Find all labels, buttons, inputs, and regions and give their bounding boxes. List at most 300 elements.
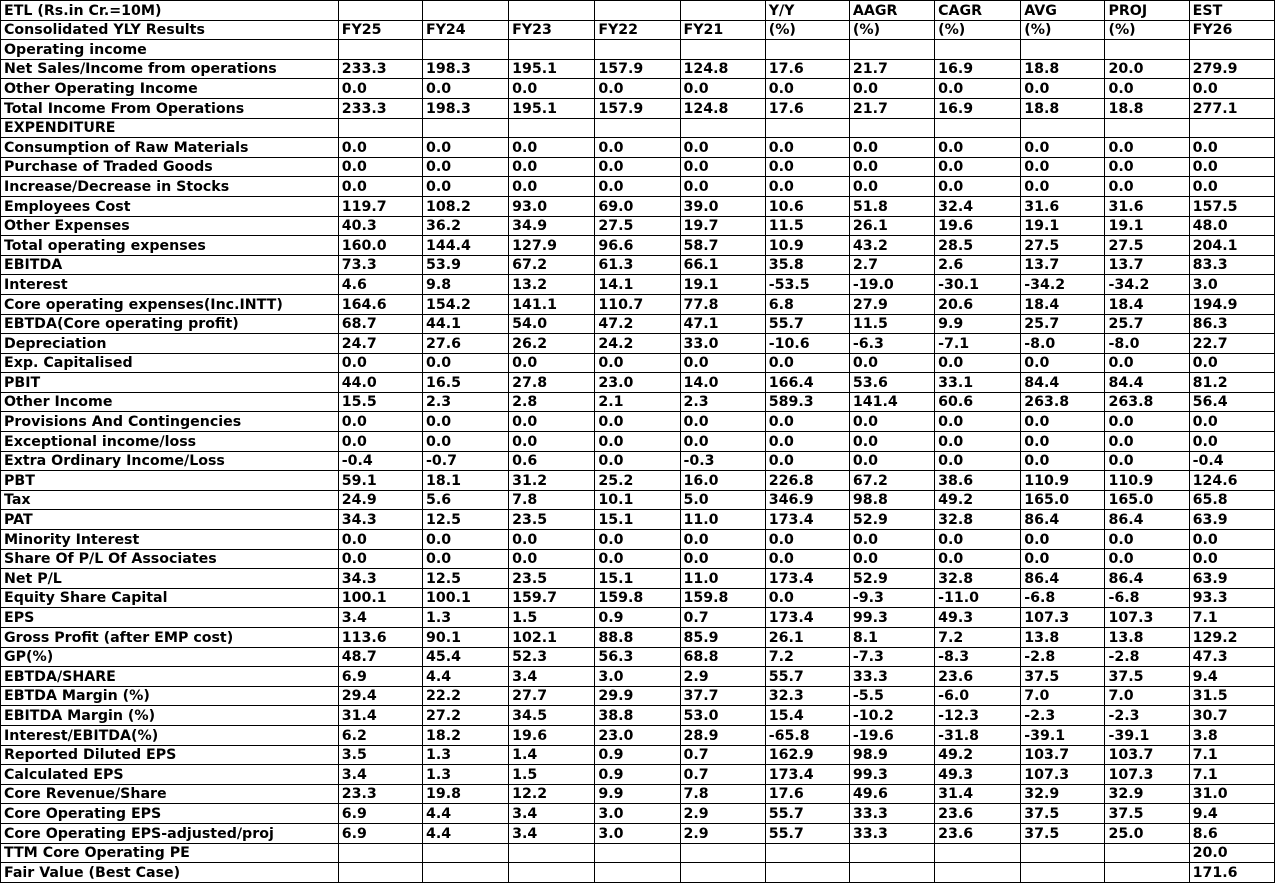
table-row [1,471,1275,491]
table-cell [849,863,934,883]
table-cell [1105,863,1189,883]
table-cell: 173.4 [765,765,849,785]
table-cell: 25.2 [595,471,680,491]
table-cell [680,118,765,138]
table-cell: -34.2 [1105,275,1189,295]
table-cell: 15.1 [595,569,680,589]
table-cell: 0.0 [765,177,849,197]
table-cell [509,863,595,883]
table-cell: 0.0 [849,353,934,373]
row-label: EBITDA [1,255,339,275]
table-cell: 0.0 [595,79,680,99]
table-cell: 96.6 [595,236,680,256]
table-cell: 15.5 [338,392,422,412]
table-cell: 7.2 [935,628,1021,648]
table-cell: 173.4 [765,569,849,589]
table-cell: 127.9 [509,236,595,256]
table-cell: 0.0 [1105,412,1189,432]
table-cell: -2.8 [1105,647,1189,667]
table-cell: 23.0 [595,725,680,745]
table-cell: 0.0 [765,138,849,158]
table-cell: 25.0 [1105,823,1189,843]
table-cell: 0.0 [509,530,595,550]
table-row [1,510,1275,530]
table-cell: -9.3 [849,588,934,608]
table-cell: 23.3 [338,784,422,804]
table-cell [680,863,765,883]
table-cell: 10.1 [595,490,680,510]
table-cell: 37.7 [680,686,765,706]
table-cell: 5.6 [422,490,508,510]
row-label: Exceptional income/loss [1,432,339,452]
table-cell: 263.8 [1021,392,1105,412]
table-cell: 65.8 [1189,490,1274,510]
table-cell: 19.6 [935,216,1021,236]
table-cell: 19.8 [422,784,508,804]
table-cell: 29.9 [595,686,680,706]
table-cell: 37.5 [1105,804,1189,824]
table-cell [338,863,422,883]
table-row [1,353,1275,373]
table-cell: 195.1 [509,98,595,118]
table-cell: -19.6 [849,725,934,745]
table-cell: 13.7 [1021,255,1105,275]
table-cell: 103.7 [1021,745,1105,765]
table-cell [935,863,1021,883]
row-label: GP(%) [1,647,339,667]
table-cell: 24.7 [338,334,422,354]
table-cell: 61.3 [595,255,680,275]
table-cell: 0.0 [338,412,422,432]
table-cell: 44.1 [422,314,508,334]
table-cell: 56.4 [1189,392,1274,412]
table-cell: 49.2 [935,490,1021,510]
table-cell: 0.0 [422,79,508,99]
table-cell: 0.0 [509,79,595,99]
table-cell: Y/Y [765,1,849,21]
table-cell: 198.3 [422,98,508,118]
table-cell: 37.5 [1021,823,1105,843]
table-cell: 99.3 [849,608,934,628]
table-cell: 0.0 [595,412,680,432]
table-cell: 0.0 [765,588,849,608]
table-cell: 0.0 [680,79,765,99]
table-cell: 0.0 [1105,549,1189,569]
table-cell: 124.6 [1189,471,1274,491]
row-label: Core Operating EPS-adjusted/proj [1,823,339,843]
table-cell: 0.0 [765,530,849,550]
table-cell: 63.9 [1189,510,1274,530]
table-cell: -12.3 [935,706,1021,726]
table-cell [1105,843,1189,863]
table-cell: 27.7 [509,686,595,706]
table-cell [849,40,934,60]
row-label: Interest [1,275,339,295]
table-cell: 10.9 [765,236,849,256]
table-cell: 33.0 [680,334,765,354]
header-row-columns [1,20,1275,40]
table-cell: FY23 [509,20,595,40]
table-cell: 2.9 [680,804,765,824]
table-cell: 12.5 [422,510,508,530]
table-cell: 0.0 [595,451,680,471]
table-cell: -2.3 [1021,706,1105,726]
table-cell: -30.1 [935,275,1021,295]
table-cell: 14.1 [595,275,680,295]
table-cell: 0.0 [1105,157,1189,177]
table-cell [849,843,934,863]
table-cell: 102.1 [509,628,595,648]
table-cell: 0.0 [765,79,849,99]
row-label: Core Revenue/Share [1,784,339,804]
table-cell: 59.1 [338,471,422,491]
table-cell: 16.9 [935,98,1021,118]
table-cell: 171.6 [1189,863,1274,883]
row-label: EBITDA Margin (%) [1,706,339,726]
header-row-title [1,1,1275,21]
table-cell: 0.0 [849,530,934,550]
table-cell: -0.4 [1189,451,1274,471]
table-cell: (%) [849,20,934,40]
table-cell: 159.8 [595,588,680,608]
table-cell: -6.0 [935,686,1021,706]
table-cell: 9.8 [422,275,508,295]
table-cell: 55.7 [765,667,849,687]
table-cell: 3.0 [595,667,680,687]
row-label: ETL (Rs.in Cr.=10M) [1,1,339,21]
table-cell: 0.0 [509,432,595,452]
table-cell: 0.9 [595,765,680,785]
table-cell: 0.0 [1105,451,1189,471]
table-cell: 160.0 [338,236,422,256]
table-cell: 23.6 [935,667,1021,687]
table-cell [338,843,422,863]
table-cell: 30.7 [1189,706,1274,726]
table-cell: 32.8 [935,569,1021,589]
table-cell: CAGR [935,1,1021,21]
table-cell: 0.0 [1021,79,1105,99]
table-cell: 32.4 [935,196,1021,216]
table-cell: 3.4 [509,804,595,824]
table-row [1,765,1275,785]
table-cell: 1.3 [422,745,508,765]
table-cell: -7.3 [849,647,934,667]
table-cell: 0.0 [935,549,1021,569]
table-cell: (%) [765,20,849,40]
table-cell: 11.5 [849,314,934,334]
table-row [1,59,1275,79]
table-cell: 49.3 [935,765,1021,785]
table-cell: 53.6 [849,373,934,393]
table-cell: 195.1 [509,59,595,79]
table-cell: 100.1 [338,588,422,608]
table-cell: 0.0 [422,157,508,177]
table-cell: -39.1 [1021,725,1105,745]
table-cell: 0.0 [1189,79,1274,99]
table-cell: 162.9 [765,745,849,765]
table-row [1,392,1275,412]
table-cell: 0.0 [935,79,1021,99]
table-cell: 55.7 [765,823,849,843]
table-cell [338,40,422,60]
table-cell [509,843,595,863]
table-cell: 0.0 [422,353,508,373]
table-cell: 233.3 [338,98,422,118]
table-cell: 0.0 [1021,530,1105,550]
row-label: Extra Ordinary Income/Loss [1,451,339,471]
table-row [1,451,1275,471]
table-cell: 164.6 [338,294,422,314]
table-cell [422,40,508,60]
table-row [1,98,1275,118]
table-cell: 0.0 [1105,177,1189,197]
table-cell: -6.8 [1105,588,1189,608]
table-cell: 159.7 [509,588,595,608]
table-cell: 12.2 [509,784,595,804]
table-cell: 27.2 [422,706,508,726]
table-cell: 1.4 [509,745,595,765]
table-cell: 0.0 [1105,432,1189,452]
table-cell: (%) [1021,20,1105,40]
table-cell: 0.0 [509,353,595,373]
table-cell: 0.9 [595,745,680,765]
table-cell: 25.7 [1105,314,1189,334]
table-cell: 0.0 [338,549,422,569]
table-cell: 45.4 [422,647,508,667]
table-cell: 279.9 [1189,59,1274,79]
table-cell: 11.0 [680,569,765,589]
table-cell: 6.9 [338,823,422,843]
table-cell: 18.8 [1021,98,1105,118]
table-cell: 0.0 [765,412,849,432]
table-cell: 27.5 [1105,236,1189,256]
table-cell: -5.5 [849,686,934,706]
table-cell: 90.1 [422,628,508,648]
table-cell: 53.0 [680,706,765,726]
table-cell: 154.2 [422,294,508,314]
table-cell: 0.0 [680,177,765,197]
table-cell: FY25 [338,20,422,40]
table-cell: 28.5 [935,236,1021,256]
table-cell: 20.0 [1189,843,1274,863]
table-cell: 0.0 [338,157,422,177]
table-cell: 1.5 [509,608,595,628]
table-cell: 7.0 [1105,686,1189,706]
row-label: Equity Share Capital [1,588,339,608]
table-cell: 0.0 [1189,432,1274,452]
table-cell [765,863,849,883]
table-cell: 9.4 [1189,667,1274,687]
table-cell: 0.0 [1021,157,1105,177]
table-cell: 1.3 [422,765,508,785]
table-cell: 0.0 [509,412,595,432]
table-cell: -39.1 [1105,725,1189,745]
table-cell: 0.0 [1105,353,1189,373]
table-cell [1021,118,1105,138]
table-row [1,784,1275,804]
table-cell: 47.1 [680,314,765,334]
row-label: Other Income [1,392,339,412]
table-cell: 0.0 [1021,353,1105,373]
table-cell: 6.9 [338,804,422,824]
table-cell [595,40,680,60]
table-cell: 39.0 [680,196,765,216]
table-cell: AVG [1021,1,1105,21]
table-cell: 98.8 [849,490,934,510]
table-cell: 16.0 [680,471,765,491]
row-label: Operating income [1,40,339,60]
table-cell: 124.8 [680,59,765,79]
row-label: PBIT [1,373,339,393]
table-cell: 88.8 [595,628,680,648]
table-cell: 19.1 [680,275,765,295]
table-cell: 0.0 [338,530,422,550]
row-label: Core operating expenses(Inc.INTT) [1,294,339,314]
table-cell: 0.0 [1189,353,1274,373]
table-cell: 2.3 [422,392,508,412]
table-cell: 107.3 [1021,608,1105,628]
row-label: Share Of P/L Of Associates [1,549,339,569]
table-cell: 49.3 [935,608,1021,628]
table-cell: -10.2 [849,706,934,726]
table-cell: 31.6 [1021,196,1105,216]
table-cell: 31.4 [338,706,422,726]
table-cell: 0.0 [935,451,1021,471]
table-cell: FY21 [680,20,765,40]
table-cell [1189,118,1274,138]
table-cell: 0.0 [1021,432,1105,452]
row-label: EBTDA(Core operating profit) [1,314,339,334]
table-cell: 11.5 [765,216,849,236]
table-cell: 68.8 [680,647,765,667]
table-cell: 173.4 [765,608,849,628]
table-row [1,686,1275,706]
table-cell [1189,40,1274,60]
table-cell: 0.0 [935,157,1021,177]
table-cell: 4.4 [422,823,508,843]
table-cell: 0.0 [422,177,508,197]
table-cell: 4.6 [338,275,422,295]
table-cell [1105,40,1189,60]
table-cell: 0.0 [1189,177,1274,197]
table-cell: 107.3 [1105,608,1189,628]
table-cell [765,843,849,863]
table-cell: -19.0 [849,275,934,295]
table-cell: 93.0 [509,196,595,216]
table-row [1,725,1275,745]
table-cell: -0.7 [422,451,508,471]
table-cell: 3.0 [595,823,680,843]
table-cell: 13.8 [1105,628,1189,648]
table-cell: 0.0 [1105,138,1189,158]
table-cell: 0.0 [595,530,680,550]
table-cell: -0.4 [338,451,422,471]
table-cell: 27.9 [849,294,934,314]
table-cell: 0.0 [680,412,765,432]
table-cell: 7.1 [1189,608,1274,628]
table-row [1,294,1275,314]
table-cell: 0.0 [422,549,508,569]
table-cell: 0.0 [765,451,849,471]
table-cell: 22.7 [1189,334,1274,354]
table-cell: 24.2 [595,334,680,354]
row-label: Depreciation [1,334,339,354]
table-cell: -0.3 [680,451,765,471]
table-row [1,157,1275,177]
table-row [1,863,1275,883]
table-cell: 0.7 [680,608,765,628]
table-cell: 0.0 [1105,530,1189,550]
table-cell: 0.0 [509,549,595,569]
table-cell [595,863,680,883]
table-cell: 58.7 [680,236,765,256]
table-cell: 119.7 [338,196,422,216]
table-cell: 144.4 [422,236,508,256]
table-cell: 32.8 [935,510,1021,530]
table-cell: 0.0 [935,432,1021,452]
table-cell: 47.2 [595,314,680,334]
table-cell: 33.3 [849,804,934,824]
table-cell: 0.0 [1021,412,1105,432]
table-cell: 27.6 [422,334,508,354]
table-cell: 52.9 [849,510,934,530]
table-cell: 0.0 [338,177,422,197]
table-cell: 0.0 [509,138,595,158]
table-row [1,412,1275,432]
table-cell: 37.5 [1021,667,1105,687]
table-row [1,843,1275,863]
table-cell: (%) [935,20,1021,40]
table-cell: -8.3 [935,647,1021,667]
table-cell: 0.0 [680,157,765,177]
table-cell: 0.0 [422,138,508,158]
table-cell: 28.9 [680,725,765,745]
table-cell: 9.4 [1189,804,1274,824]
table-cell [422,863,508,883]
table-cell: 55.7 [765,314,849,334]
table-cell [422,843,508,863]
table-cell: 110.7 [595,294,680,314]
table-cell: 7.0 [1021,686,1105,706]
table-row [1,275,1275,295]
table-row [1,236,1275,256]
table-cell: 0.0 [765,549,849,569]
table-cell: -7.1 [935,334,1021,354]
table-cell: 66.1 [680,255,765,275]
table-cell: 49.2 [935,745,1021,765]
table-cell: FY26 [1189,20,1274,40]
table-cell: 194.9 [1189,294,1274,314]
table-cell: 0.0 [338,432,422,452]
table-cell: 34.3 [338,569,422,589]
table-cell [509,1,595,21]
table-cell: 69.0 [595,196,680,216]
table-cell: 51.8 [849,196,934,216]
table-cell: 16.5 [422,373,508,393]
table-cell: 56.3 [595,647,680,667]
table-cell: 37.5 [1021,804,1105,824]
table-cell: 67.2 [509,255,595,275]
table-cell: 19.1 [1021,216,1105,236]
table-cell: 11.0 [680,510,765,530]
table-cell: 81.2 [1189,373,1274,393]
row-label: EBTDA Margin (%) [1,686,339,706]
table-row [1,177,1275,197]
table-cell: 124.8 [680,98,765,118]
table-cell: 85.9 [680,628,765,648]
table-cell: 23.5 [509,510,595,530]
table-cell: 6.2 [338,725,422,745]
